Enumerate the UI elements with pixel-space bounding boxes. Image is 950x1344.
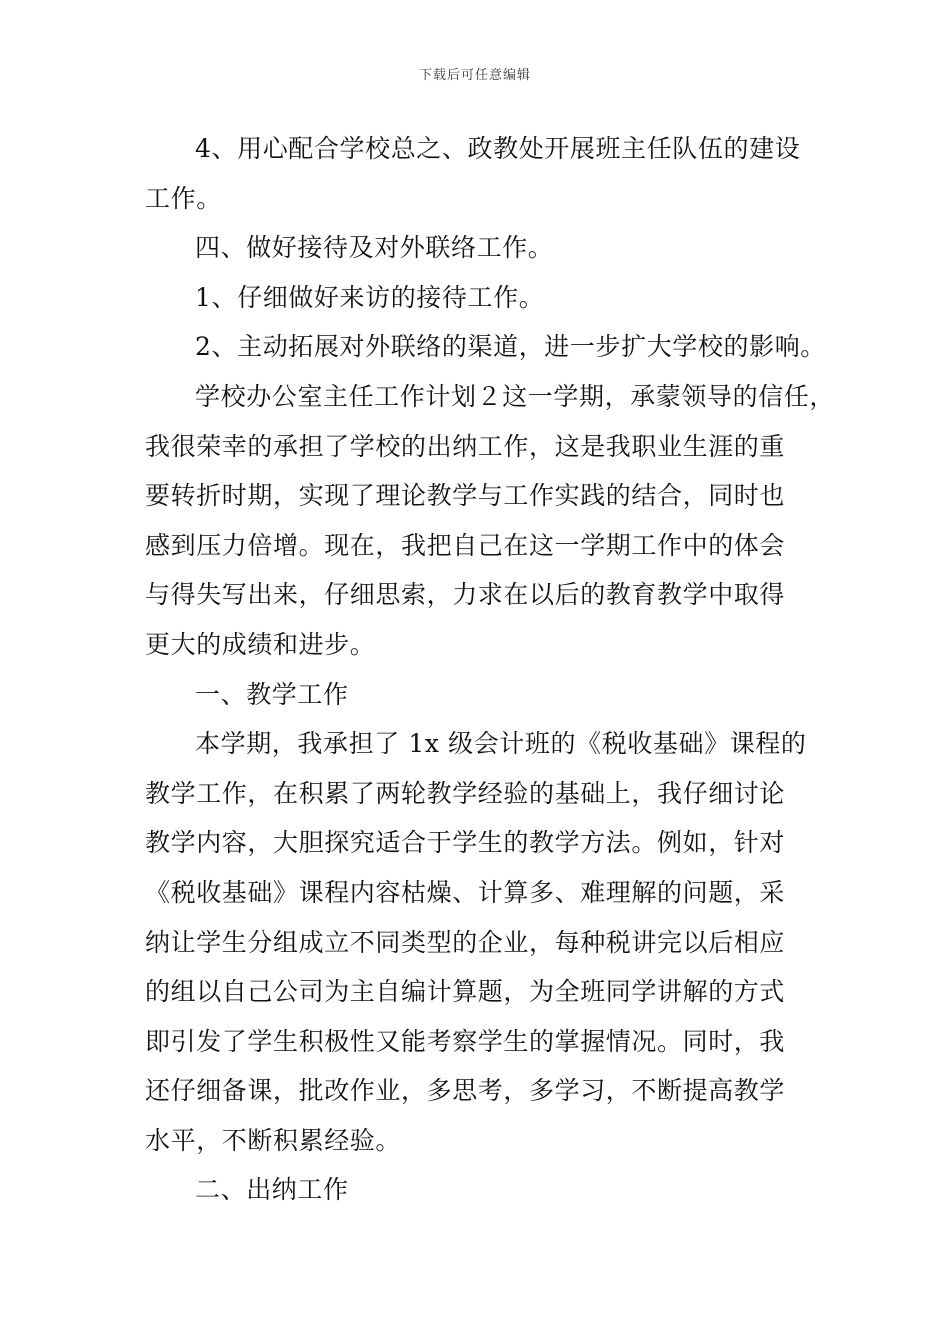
- text-block: [145, 124, 836, 1215]
- text-line: 与得失写出来，仔细思索，力求在以后的教育教学中取得: [145, 580, 786, 610]
- text-line: 2、主动拓展对外联络的渠道，进一步扩大学校的影响。: [195, 332, 826, 362]
- text-line: 还仔细备课，批改作业，多思考，多学习，不断提高教学: [145, 1076, 786, 1106]
- text-line: 纳让学生分组成立不同类型的企业，每种税讲完以后相应: [145, 927, 786, 957]
- text-line: 水平，不断积累经验。: [145, 1125, 402, 1155]
- text-line: 本学期，我承担了 1x 级会计班的《税收基础》课程的: [195, 729, 807, 759]
- text-line: 工作。: [145, 183, 222, 213]
- section-heading: 二、出纳工作: [195, 1175, 349, 1205]
- text-line: 《税收基础》课程内容枯燥、计算多、难理解的问题，采: [145, 877, 786, 907]
- section-heading: 一、教学工作: [195, 679, 349, 709]
- text-line: 即引发了学生积极性又能考察学生的掌握情况。同时，我: [145, 1026, 786, 1056]
- text-line: 教学工作，在积累了两轮教学经验的基础上，我仔细讨论: [145, 778, 786, 808]
- text-line: 感到压力倍增。现在，我把自己在这一学期工作中的体会: [145, 530, 786, 560]
- text-line: 4、用心配合学校总之、政教处开展班主任队伍的建设: [195, 134, 801, 163]
- page-header: 下载后可任意编辑: [418, 68, 531, 83]
- text-line: 更大的成绩和进步。: [145, 629, 376, 659]
- document-body: [145, 124, 836, 1215]
- text-line: 要转折时期，实现了理论教学与工作实践的结合，同时也: [145, 481, 786, 511]
- text-line: 四、做好接待及对外联络工作。: [195, 233, 554, 263]
- text-line: 教学内容，大胆探究适合于学生的教学方法。例如，针对: [145, 828, 786, 858]
- text-line: 1、仔细做好来访的接待工作。: [195, 282, 545, 312]
- text-line: 学校办公室主任工作计划２这一学期，承蒙领导的信任，: [195, 381, 836, 411]
- text-line: 我很荣幸的承担了学校的出纳工作，这是我职业生涯的重: [145, 431, 786, 461]
- text-line: 的组以自己公司为主自编计算题，为全班同学讲解的方式: [145, 977, 786, 1007]
